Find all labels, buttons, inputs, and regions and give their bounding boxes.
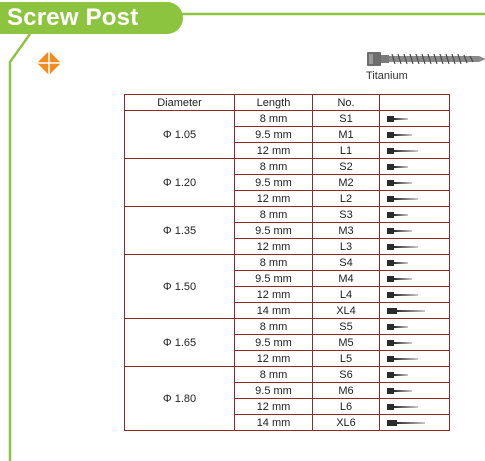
length-cell: 9.5 mm [235,127,313,143]
number-cell: L3 [313,239,380,255]
diamond-bullet-icon [37,51,61,75]
mini-screw-icon [387,147,420,155]
number-cell: S4 [313,255,380,271]
screw-illustration-cell [380,223,450,239]
table-body [125,111,450,431]
length-cell: 9.5 mm [235,335,313,351]
screw-illustration-cell [380,319,450,335]
mini-screw-icon [387,227,414,235]
screw-illustration-cell [380,271,450,287]
screw-illustration-cell [380,111,450,127]
number-cell: M1 [313,127,380,143]
header-length: Length [235,95,313,111]
mini-screw-icon [387,387,414,395]
number-cell: L6 [313,399,380,415]
mini-screw-icon [387,355,420,363]
number-cell: S6 [313,367,380,383]
screw-illustration-cell [380,207,450,223]
screw-illustration-cell [380,127,450,143]
number-cell: XL4 [313,303,380,319]
diameter-cell: Φ 1.50 [125,255,235,319]
screw-illustration-cell [380,303,450,319]
number-cell: S3 [313,207,380,223]
screw-illustration-cell [380,367,450,383]
screw-illustration-cell [380,351,450,367]
length-cell: 12 mm [235,143,313,159]
header-diameter: Diameter [125,95,235,111]
length-cell: 14 mm [235,303,313,319]
length-cell: 9.5 mm [235,175,313,191]
table-header-row [125,95,450,111]
screw-illustration-cell [380,175,450,191]
screw-illustration-cell [380,255,450,271]
material-caption: Titanium [366,70,408,82]
mini-screw-icon [387,307,427,315]
diameter-cell: Φ 1.35 [125,207,235,255]
length-cell: 8 mm [235,255,313,271]
length-cell: 12 mm [235,287,313,303]
mini-screw-icon [387,163,410,171]
table-row [125,255,450,271]
screw-illustration-cell [380,399,450,415]
mini-screw-icon [387,403,420,411]
mini-screw-icon [387,243,420,251]
mini-screw-icon [387,419,427,427]
screw-illustration-cell [380,239,450,255]
table-row [125,367,450,383]
length-cell: 12 mm [235,191,313,207]
mini-screw-icon [387,115,410,123]
table-row [125,319,450,335]
table-row [125,207,450,223]
mini-screw-icon [387,195,420,203]
length-cell: 12 mm [235,399,313,415]
number-cell: XL6 [313,415,380,431]
mini-screw-icon [387,291,420,299]
length-cell: 9.5 mm [235,383,313,399]
length-cell: 8 mm [235,111,313,127]
screw-illustration-cell [380,415,450,431]
page-title: Screw Post [7,4,139,31]
header-illustration [380,95,450,111]
mini-screw-icon [387,211,410,219]
number-cell: M4 [313,271,380,287]
screw-illustration-cell [380,287,450,303]
number-cell: M5 [313,335,380,351]
diameter-cell: Φ 1.80 [125,367,235,431]
screw-post-image [367,50,485,68]
length-cell: 9.5 mm [235,223,313,239]
mini-screw-icon [387,131,414,139]
screw-illustration-cell [380,383,450,399]
number-cell: L4 [313,287,380,303]
length-cell: 14 mm [235,415,313,431]
number-cell: S2 [313,159,380,175]
length-cell: 12 mm [235,239,313,255]
mini-screw-icon [387,179,414,187]
number-cell: S1 [313,111,380,127]
table-row [125,159,450,175]
number-cell: M2 [313,175,380,191]
table-row [125,111,450,127]
screw-illustration-cell [380,191,450,207]
screw-illustration-cell [380,335,450,351]
mini-screw-icon [387,371,410,379]
length-cell: 8 mm [235,159,313,175]
mini-screw-icon [387,275,414,283]
length-cell: 8 mm [235,367,313,383]
length-cell: 8 mm [235,319,313,335]
section-title-banner [0,2,183,34]
mini-screw-icon [387,323,410,331]
mini-screw-icon [387,259,410,267]
screw-illustration-cell [380,159,450,175]
header-number: No. [313,95,380,111]
number-cell: L1 [313,143,380,159]
mini-screw-icon [387,339,414,347]
number-cell: M6 [313,383,380,399]
number-cell: L5 [313,351,380,367]
number-cell: M3 [313,223,380,239]
length-cell: 8 mm [235,207,313,223]
screw-post-spec-table [124,94,450,431]
diameter-cell: Φ 1.65 [125,319,235,367]
number-cell: S5 [313,319,380,335]
length-cell: 12 mm [235,351,313,367]
screw-illustration-cell [380,143,450,159]
number-cell: L2 [313,191,380,207]
length-cell: 9.5 mm [235,271,313,287]
diameter-cell: Φ 1.20 [125,159,235,207]
diameter-cell: Φ 1.05 [125,111,235,159]
